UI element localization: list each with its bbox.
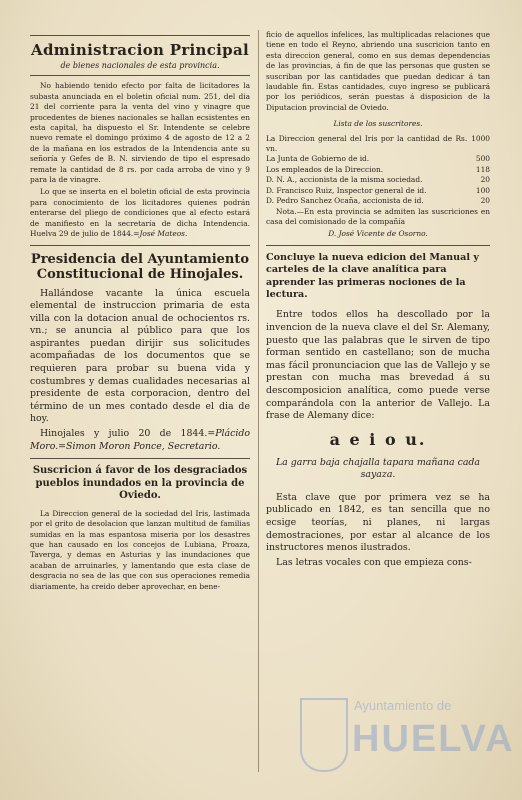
subscriber-amount: 118: [475, 164, 490, 174]
top-rule: [30, 35, 250, 36]
subscriber-name: D. Pedro Sanchez Ocaña, accionista de id.: [266, 196, 424, 206]
ayuntamiento-watermark: [300, 690, 515, 790]
watermark-line-2: HUELVA: [352, 718, 515, 760]
admin-signature: =José Mateos.: [133, 229, 188, 239]
presidencia-date-line: [30, 428, 250, 453]
suscricion-continuation: ficio de aquellos infelices, las multiplicadas relaciones que tiene en todo el Reyno, abriendo una suscricion tanto en esta direccion general, como en sus demas dependencias de las provincias, á fin de que las personas que gusten se suscriban por las cantidades que puedan dedicar á tan laudable fin. Estas cantidades, cuyo ingreso se publicará por los periódicos, serán puestas á disposicion de la Diputacion provincial de Oviedo.: [266, 30, 490, 112]
manual-paragraph-2: Esta clave que por primera vez se ha publicado en 1842, es tan sencilla que no ecsige teorías, ni planes, ni largas demostraciones, por estar al alcance de los instructores menos ilustrados.: [266, 491, 490, 554]
suscricion-title: Suscricion á favor de los desgraciados pueblos inundados en la provincia de Oviedo.: [32, 465, 248, 502]
subscriber-note: [266, 207, 490, 228]
subscriber-name: Los empleados de la Direccion.: [266, 164, 384, 174]
presidencia-title: Presidencia del Ayuntamiento Constitucional de Hinojales.: [30, 251, 250, 282]
subscriber-name: D. N. A., accionista de la misma sociedad.: [266, 175, 423, 185]
subscriber-row: [266, 175, 490, 185]
subscriber-name: La Junta de Gobierno de id.: [266, 154, 370, 164]
admin-title: Administracion Principal: [31, 41, 249, 59]
section-rule-2: [30, 458, 250, 459]
subscriber-row: [266, 165, 490, 175]
subscriber-name: La Direccion general del Iris por la cantidad de Rs. vn.: [266, 133, 468, 154]
subscriber-amount: 1000: [471, 133, 490, 143]
subscriber-row: [266, 196, 490, 206]
subscriber-row: [266, 134, 490, 155]
column-divider: [258, 30, 259, 772]
presidencia-paragraph: Hallándose vacante la única escuela elemental de instruccion primaria de esta villa con la dotacion anual de ochocientos rs. vn.; se anuncia al público para que los aspirantes puedan dirijir sus solicitudes acompañadas de los documentos que se requieren para probar su buena vida y costumbres y demas cualidades necesarias al presidente de esta corporacion, dentro del término de un mes contado desde el dia de hoy.: [30, 287, 250, 425]
presidencia-date: Hinojales y julio 20 de 1844.: [40, 428, 208, 440]
subscriber-note-name: D. José Vicente de Osorno.: [328, 229, 428, 239]
subscriber-amount: 20: [480, 196, 490, 206]
section-rule-1: [30, 245, 250, 246]
watermark-line-1: Ayuntamiento de: [354, 698, 452, 713]
admin-paragraph-1: No habiendo tenido efecto por falta de licitadores la subasta anunciada en el boletin oficial num. 251, del dia 21 del corriente para la venta del vino y vinagre que procedentes de bienes nacionales se hallan ecsistentes en esta capital, ha dispuesto el Sr. Intendente se celebre nuevo remate el domingo próximo 4 de agosto de 12 a 2 de la mañana en los estrados de la Intendencia ante su señoría y Gefes de B. N. sirviendo de tipo el espresado remate la cantidad de 8 rs. por cada arroba de vino y 9 para la de vinagre.: [30, 81, 250, 185]
presidencia-signature: =Plácido Moro.=Simon Moron Ponce, Secretario.: [30, 428, 250, 452]
manual-title: Concluye la nueva edicion del Manual y carteles de la clave analítica para aprender las primeras nociones de la lectura.: [266, 251, 479, 300]
subscriber-name: D. Francisco Ruiz, Inspector general de id.: [266, 185, 427, 195]
subscriber-row: [266, 186, 490, 196]
section-rule-3: [266, 245, 490, 246]
manual-paragraph-1: Entre todos ellos ha descollado por la invencion de la nueva clave el del Sr. Alemany, puesto que las palabras que le sirven de tipo forman sentido en castellano; son de mucha mas fácil pronunciacion que las de Vallejo y se prestan con mucha mas brevedad á su descomposicion analítica, como puede verse comparándola con la anterior de Vallejo. La frase de Alemany dice:: [266, 309, 490, 422]
admin-rule: [30, 75, 250, 76]
subscriber-list-title: Lista de los suscritores.: [333, 119, 423, 129]
admin-subtitle: de bienes nacionales de esta provincia.: [60, 61, 220, 70]
admin-paragraph-2-text: Lo que se inserta en el boletin oficial de esta provincia para conocimiento de los licitadores quienes podrán enterarse del pliego de condiciones que al efecto estará de manifiesto en la secretaría de dicha Intendencia. Huelva 29 de julio de 1844.: [30, 187, 250, 239]
subscriber-row: [266, 154, 490, 164]
subscriber-amount: 20: [480, 175, 490, 185]
subscriber-note-text: Nota.—En esta provincia se admiten las suscriciones en casa del comisionado de la compañía: [266, 206, 490, 226]
subscriber-amount: 100: [475, 185, 490, 195]
city-seal-icon: [300, 698, 348, 772]
admin-paragraph-2: [30, 187, 250, 239]
subscriber-list: [266, 134, 490, 207]
manual-paragraph-3: Las letras vocales con que empieza cons-: [276, 556, 472, 568]
alemany-phrase: La garra baja chajalla tapara mañana cada sayaza.: [275, 456, 481, 481]
suscricion-paragraph: La Direccion general de la sociedad del Iris, lastimada por el grito de desolacion que lanzan multitud de familias sumidas en la mas espantosa miseria por los desastres que han causado en los concejos de Lubiana, Proaza, Taverga, y demas en Asturias y las inundaciones que acaban de arruinarles, y lamentando que esta clase de desgracia no sea de las que con sus operaciones remedia diariamente, ha creido deber aprovechar, en bene-: [30, 508, 250, 591]
subscriber-amount: 500: [475, 154, 490, 164]
right-column: [266, 30, 490, 786]
vowels-line: a e i o u.: [329, 429, 427, 449]
left-column: [30, 30, 250, 786]
